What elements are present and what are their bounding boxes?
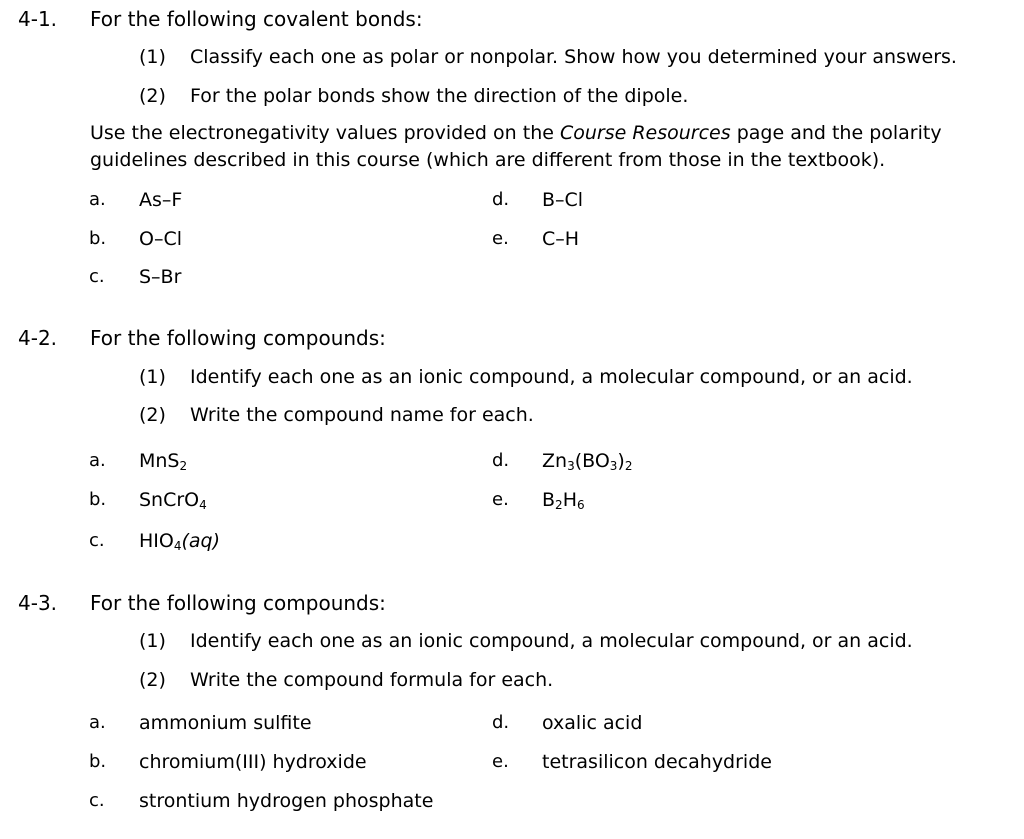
- step-text: Identify each one as an ionic compound, a molecular compound, or an acid.: [190, 366, 913, 388]
- step-text: Write the compound name for each.: [190, 404, 534, 426]
- problem-number: 4-1.: [18, 7, 58, 31]
- formula-subscript: 3: [609, 459, 618, 473]
- compound-item: tetrasilicon decahydride: [542, 751, 772, 773]
- item-letter: a.: [89, 450, 106, 471]
- formula-item: [139, 450, 187, 472]
- item-letter: d.: [492, 712, 510, 733]
- formula-text: H: [562, 489, 577, 511]
- problem-number: 4-2.: [18, 326, 58, 350]
- compound-item: strontium hydrogen phosphate: [139, 790, 434, 812]
- formula-subscript: 4: [173, 539, 182, 553]
- formula-text: B: [542, 489, 556, 511]
- compound-item: chromium(III) hydroxide: [139, 751, 367, 773]
- instructions-text: Use the electronegativity values provided on the: [90, 122, 560, 144]
- formula-subscript: 6: [576, 498, 585, 512]
- step-number: (1): [139, 366, 166, 388]
- step-number: (1): [139, 46, 166, 68]
- item-letter: c.: [89, 266, 105, 287]
- bond-item: O–Cl: [139, 228, 183, 250]
- item-letter: b.: [89, 228, 107, 249]
- step-number: (1): [139, 630, 166, 652]
- formula-item: [139, 489, 207, 511]
- item-letter: d.: [492, 450, 510, 471]
- formula-text: HIO: [139, 530, 174, 552]
- compound-item: ammonium sulfite: [139, 712, 312, 734]
- formula-text: (BO: [574, 450, 610, 472]
- item-letter: b.: [89, 489, 107, 510]
- item-letter: b.: [89, 751, 107, 772]
- formula-subscript: 2: [624, 459, 633, 473]
- formula-text: MnS: [139, 450, 180, 472]
- item-letter: c.: [89, 530, 105, 551]
- formula-state: (aq): [181, 530, 221, 552]
- step-number: (2): [139, 404, 166, 426]
- formula-subscript: 2: [555, 498, 563, 512]
- formula-subscript: 3: [567, 459, 575, 473]
- bond-item: C–H: [542, 228, 580, 250]
- item-letter: a.: [89, 189, 106, 210]
- formula-subscript: 2: [179, 459, 188, 473]
- instructions-paragraph: [90, 120, 995, 174]
- compound-item: oxalic acid: [542, 712, 643, 734]
- step-text: Classify each one as polar or nonpolar. Show how you determined your answers.: [190, 46, 957, 68]
- step-number: (2): [139, 85, 166, 107]
- formula-text: Zn: [542, 450, 568, 472]
- item-letter: e.: [492, 751, 509, 772]
- item-letter: e.: [492, 228, 509, 249]
- bond-item: B–Cl: [542, 189, 584, 211]
- bond-item: As–F: [139, 189, 183, 211]
- item-letter: d.: [492, 189, 510, 210]
- formula-text: SnCrO: [139, 489, 200, 511]
- item-letter: a.: [89, 712, 106, 733]
- formula-item: [542, 450, 632, 472]
- formula-subscript: 4: [199, 498, 207, 512]
- step-text: Identify each one as an ionic compound, a molecular compound, or an acid.: [190, 630, 913, 652]
- course-resources-emphasis: Course Resources: [559, 122, 731, 144]
- problem-prompt: For the following covalent bonds:: [90, 7, 423, 31]
- instructions-text: page and the polarity guidelines described in this course (which are different from those in the textbook).: [90, 122, 942, 171]
- formula-item: [542, 489, 585, 511]
- formula-text: ): [617, 450, 625, 472]
- step-text: For the polar bonds show the direction of the dipole.: [190, 85, 689, 107]
- formula-item: [139, 530, 220, 552]
- step-text: Write the compound formula for each.: [190, 669, 554, 691]
- item-letter: c.: [89, 790, 105, 811]
- item-letter: e.: [492, 489, 509, 510]
- problem-number: 4-3.: [18, 591, 58, 615]
- problem-prompt: For the following compounds:: [90, 326, 386, 350]
- bond-item: S–Br: [139, 266, 182, 288]
- step-number: (2): [139, 669, 166, 691]
- problem-prompt: For the following compounds:: [90, 591, 386, 615]
